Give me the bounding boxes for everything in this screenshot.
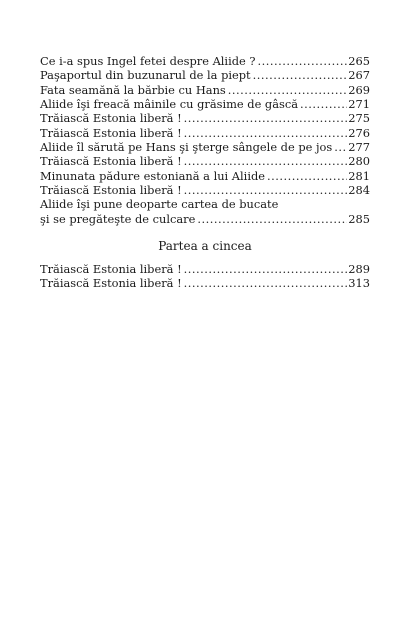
toc-entry-title: Trăiască Estonia liberă ! (40, 183, 182, 198)
dot-leader (184, 154, 348, 168)
dot-leader (334, 140, 347, 154)
toc-entry-title: Aliide îşi freacă mâinile cu grăsime de gâscă (40, 97, 299, 112)
dot-leader (300, 97, 347, 111)
dot-leader (267, 169, 347, 183)
dot-leader (257, 54, 347, 68)
toc-entry-last-line (40, 212, 370, 226)
dot-leader (228, 83, 348, 97)
toc-entry (40, 111, 370, 125)
dot-leader (184, 126, 348, 140)
toc-entry-title-line-1: Aliide îşi pune deoparte cartea de bucate (40, 197, 279, 212)
toc-entry (40, 126, 370, 140)
toc-entry-page: 275 (348, 111, 370, 126)
toc-entry-page: 277 (348, 140, 370, 155)
toc-entry-title: Minunata pădure estoniană a lui Aliide (40, 168, 265, 183)
toc-entry-title: Trăiască Estonia liberă ! (40, 276, 182, 291)
toc-entry-page: 267 (348, 68, 370, 83)
toc-entry-page: 289 (348, 262, 370, 276)
table-of-contents-section-1 (40, 54, 370, 226)
toc-entry-page: 280 (348, 154, 370, 169)
dot-leader (184, 262, 348, 276)
toc-entry (40, 183, 370, 197)
toc-entry-title-line-2: şi se pregăteşte de culcare (40, 211, 196, 226)
toc-entry-page: 285 (348, 211, 370, 226)
toc-entry-page: 284 (348, 183, 370, 198)
toc-entry-title: Trăiască Estonia liberă ! (40, 125, 182, 140)
toc-entry-page: 269 (348, 82, 370, 97)
table-of-contents-section-2 (40, 262, 370, 291)
toc-entry-title: Trăiască Estonia liberă ! (40, 154, 182, 169)
dot-leader (253, 68, 348, 82)
dot-leader (184, 183, 348, 197)
toc-entry (40, 54, 370, 68)
toc-entry (40, 154, 370, 168)
toc-entry-page: 281 (348, 168, 370, 183)
toc-entry-title: Paşaportul din buzunarul de la piept (40, 68, 251, 83)
toc-entry (40, 97, 370, 111)
dot-leader (197, 212, 347, 226)
toc-entry (40, 68, 370, 82)
toc-entry (40, 276, 370, 290)
toc-entry (40, 197, 370, 226)
toc-entry (40, 140, 370, 154)
toc-entry-title: Trăiască Estonia liberă ! (40, 262, 182, 276)
toc-entry-title: Ce i-a spus Ingel fetei despre Aliide ? (40, 54, 256, 68)
dot-leader (184, 276, 348, 290)
toc-entry-page: 313 (348, 276, 370, 291)
part-heading: Partea a cincea (158, 239, 252, 253)
toc-entry-page: 271 (348, 97, 370, 112)
toc-entry-title: Trăiască Estonia liberă ! (40, 111, 182, 126)
toc-entry-page: 276 (348, 125, 370, 140)
toc-entry-title: Fata seamănă la bărbie cu Hans (40, 82, 226, 97)
toc-entry-title: Aliide îl sărută pe Hans şi şterge sângele de pe jos (40, 140, 333, 155)
dot-leader (184, 111, 348, 125)
toc-entry (40, 83, 370, 97)
toc-entry-page: 265 (348, 54, 370, 68)
toc-entry (40, 262, 370, 276)
toc-entry (40, 169, 370, 183)
